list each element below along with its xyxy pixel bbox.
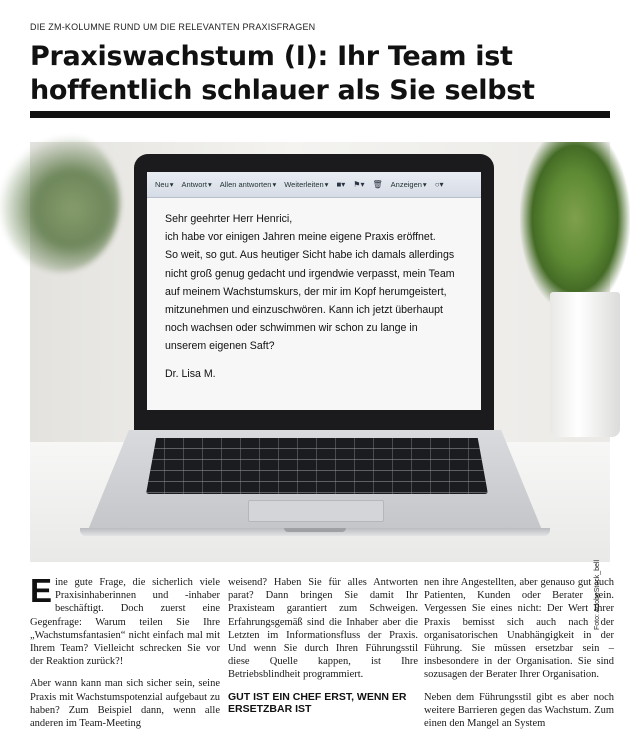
email-line: auf meinem Wachstumskurs, der mir im Kopf herumgeistert, [165,285,447,298]
chevron-down-icon: ▾ [169,180,174,189]
email-line: Sehr geehrter Herr Henrici, [165,213,293,225]
email-line: nicht groß genug gedacht und irgendwie verpasst, mein Team [165,267,455,280]
article-paragraph: weisend? Haben Sie für alles Antworten parat? Dann bringen Sie damit Ihr Praxisteam garantiert zum Schweigen. Erfahrungsgemäß sind die Inhaber aber die Letzten im Informationsfluss der Praxis. Und wenn Sie durch Ihren Führungsstil diese Quelle kappen, ist Ihre Betriebsblindheit programmiert. [228,577,418,681]
chevron-down-icon: ▾ [324,180,329,189]
toolbar-view[interactable]: Anzeigen ▾ [390,180,427,189]
article-headline: Praxiswachstum (I): Ihr Team ist hoffentlich schlauer als Sie selbst [30,41,535,106]
headline-rule [30,111,610,118]
right-plant [520,142,630,312]
article-column-2 [228,576,418,722]
article-column-1 [30,572,220,739]
email-line: noch wachsen oder schwimmen wir schon zu lange in [165,322,418,335]
toolbar-reply[interactable]: Antwort ▾ [181,180,212,189]
email-line: ich habe vor einigen Jahren meine eigene Praxis eröffnet. [165,231,436,244]
email-line: So weit, so gut. Aus heutiger Sicht habe ich damals allerdings [165,249,455,262]
plant-pot [550,292,620,437]
laptop-screen [147,172,481,410]
chevron-down-icon: ▾ [207,180,212,189]
chevron-down-icon: ▾ [272,180,277,189]
article-paragraph: Neben dem Führungsstil gibt es aber noch weitere Barrieren gegen das Wachstum. Zum einen den Mangel an System [424,691,614,730]
laptop-trackpad [248,500,384,522]
email-toolbar [147,172,481,198]
chevron-down-icon: ▾ [422,180,427,189]
email-line: mitzunehmen und einzuschwören. Kann ich jetzt überhaupt [165,304,443,317]
search-icon[interactable]: ○▾ [434,180,444,189]
article-paragraph: Eine gute Frage, die sicherlich viele Praxisinhaberinnen und -inhaber beschäftigt. Doch zuerst eine Gegenfrage: Warum teilen Sie Ihre „Wachstumsfantasien“ nicht einfach mal mit Ihrem Team? Vielleicht schrecken Sie vor der Reaktion zurück?! [30,572,220,668]
column-kicker: DIE ZM-KOLUMNE RUND UM DIE RELEVANTEN PRAXISFRAGEN [30,22,316,32]
toolbar-reply-all[interactable]: Allen antworten ▾ [219,180,277,189]
email-message-body [165,210,475,383]
dropcap: E [30,572,53,609]
left-plant [0,132,120,272]
laptop-notch [284,528,346,532]
photo-credit: Foto: AdobeStock_bell [594,559,601,630]
article-paragraph: Aber wann kann man sich sicher sein, seine Praxis mit Wachstumspotenzial aufgebaut zu haben? Zum Beispiel dann, wenn alle anderen im Team-Meeting [30,678,220,730]
toolbar-forward[interactable]: Weiterleiten ▾ [284,180,329,189]
trash-icon[interactable]: 🗑 [372,180,383,189]
email-signature: Dr. Lisa M. [165,367,216,380]
section-subhead: GUT IST EIN CHEF ERST, WENN ER ERSETZBAR IST [228,690,407,716]
article-column-3 [424,576,614,739]
folder-icon[interactable]: ■▾ [336,180,346,189]
article-paragraph: nen ihre Angestellten, aber genauso gut auch Patienten, Kunden oder Berater sein. Vergessen Sie eines nicht: Der Wert Ihrer Praxis bemisst sich auch nach der organisatorischen Unabhängigkeit in der Führung. Sie müssen ersetzbar sein – insbesondere in der Organisation. Sie sind sozusagen der Berater Ihrer Organisation. [424,577,614,681]
toolbar-new[interactable]: Neu ▾ [155,180,174,189]
flag-icon[interactable]: ⚑▾ [353,180,365,189]
keyboard-rows [146,438,488,494]
email-line: unserem eigenen Saft? [165,340,275,353]
